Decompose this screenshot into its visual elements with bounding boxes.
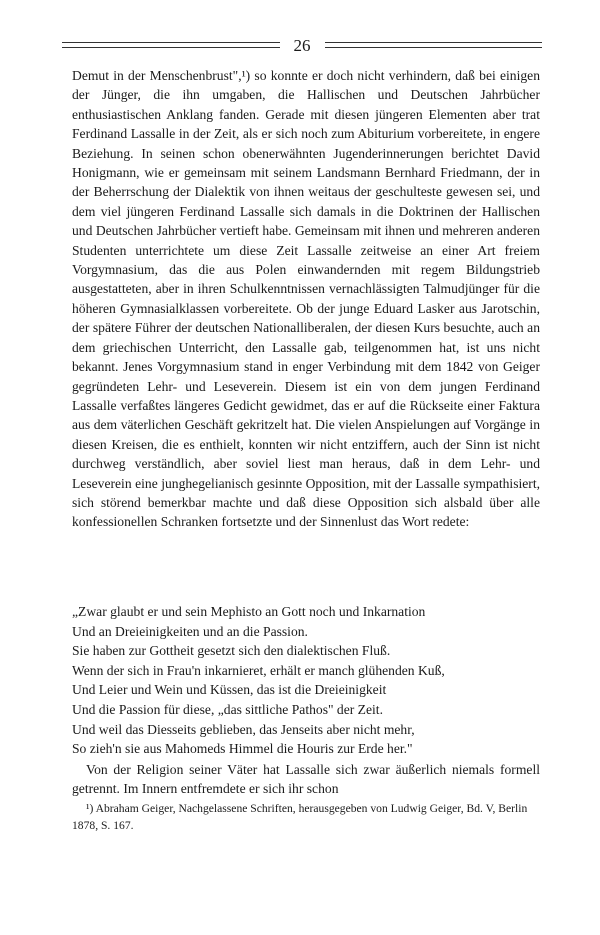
header-rule-left (62, 42, 280, 48)
poem-line: Und an Dreieinigkeiten und an die Passion. (72, 623, 308, 639)
closing-text (72, 760, 540, 799)
footnote (72, 800, 540, 834)
body-paragraph: Demut in der Menschenbrust",¹) so konnte er doch nicht verhindern, daß bei einigen der Jünger, die ihn umgaben, die Hallischen und Deutschen Jahrbücher enthusiastischen Anklang fanden. Gerade mit diesen jüngeren Elementen aber trat Ferdinand Lassalle in der Zeit, als er sich noch zum Abiturium vorbereitete, in engere Beziehung. In seinen schon obenerwähnten Jugenderinnerungen berichtet David Honigmann, wie er gemeinsam mit seinem Landsmann Bernhard Friedmann, der in der Beherrschung der Dialektik von ihnen weitaus der geschulteste gewesen sei, und dem viel jüngeren Ferdinand Lassalle sich damals in die Doktrinen der Hallischen und Deutschen Jahrbücher vertieft habe. Gemeinsam mit ihnen und mehreren anderen Studenten unterrichtete um diese Zeit Lassalle zeitweise an einer Art freiem Vorgymnasium, das die aus Polen einwandernden mit regem Bildungstrieb ausgestatteten, aber in ihren Schulkenntnissen vernachlässigten Talmudjünger für die höheren Gymnasialklassen vorbereitete. Ob der junge Eduard Lasker aus Jarotschin, der spätere Führer der deutschen Nationalliberalen, der diesen Kurs besuchte, auch an dem griechischen Unterricht, den Lassalle gab, teilgenommen hat, ist uns nicht bekannt. Jenes Vorgymnasium stand in enger Verbindung mit dem 1842 von Geiger gegründeten Lehr- und Leseverein. Diesem ist ein von dem jungen Ferdinand Lassalle verfaßtes längeres Gedicht gewidmet, das er auf die Rückseite einer Faktura aus dem väterlichen Geschäft gekritzelt hat. Die vielen Anspielungen auf Vorgänge in diesen Kreisen, die es enthielt, konnten wir nicht entziffern, auch der Sinn ist nicht durchweg verständlich, aber soviel liest man heraus, daß in dem Lehr- und Leseverein eine junghegelianisch gesinnte Opposition, mit der Lassalle sympathisiert, sich störend bemerkbar machte und daß diese Opposition sich alsbald über alle konfessionellen Schranken fortsetzte und der Sinnenlust das Wort redete: (72, 68, 540, 530)
poem-line: „Zwar glaubt er und sein Mephisto an Gott noch und Inkarnation (72, 604, 426, 619)
poem-line: So zieh'n sie aus Mahomeds Himmel die Houris zur Erde her." (72, 741, 413, 757)
closing-paragraph: Von der Religion seiner Väter hat Lassalle sich zwar äußerlich niemals formell getrennt. Im Innern entfremdete er sich ihr schon (72, 762, 540, 797)
body-text (72, 66, 540, 532)
poem-block (72, 602, 552, 759)
poem-line: Und weil das Diesseits geblieben, das Jenseits aber nicht mehr, (72, 721, 415, 737)
poem-line: Und die Passion für diese, „das sittliche Pathos" der Zeit. (72, 701, 383, 717)
poem-line: Wenn der sich in Frau'n inkarnieret, erhält er manch glühenden Kuß, (72, 662, 445, 678)
page-number: 26 (293, 35, 311, 55)
header-rule-right (325, 42, 543, 48)
page-header (62, 34, 542, 56)
poem-line: Sie haben zur Gottheit gesetzt sich den dialektischen Fluß. (72, 643, 391, 659)
poem-line: Und Leier und Wein und Küssen, das ist die Dreieinigkeit (72, 682, 387, 698)
footnote-text: ¹) Abraham Geiger, Nachgelassene Schriften, herausgegeben von Ludwig Geiger, Bd. V, Berlin 1878, S. 167. (72, 802, 528, 832)
